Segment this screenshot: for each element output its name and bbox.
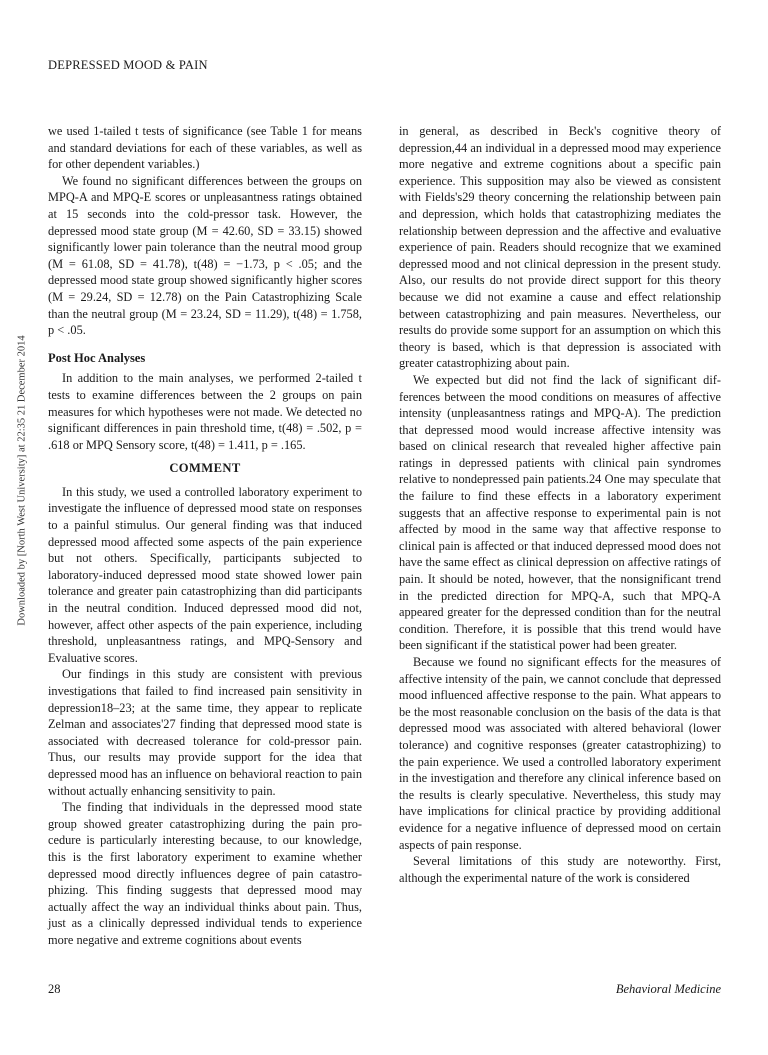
download-watermark: Downloaded by [North West University] at 22:35 21 December 2014	[16, 335, 28, 626]
paragraph: In addition to the main analyses, we performed 2-tailed t tests to examine differences between the 2 groups on pain measures for which hypotheses were not made. We detected no significant differences in pain threshold time, t(48) = .502, p = .618 or MPQ Sensory score, t(48) = 1.411, p = .165.	[48, 371, 362, 452]
paragraph: We expected but did not find the lack of significant differences between the mood conditions on measures of affective intensity (unpleasantness ratings and MPQ-A). The prediction that depressed mood would increase affective intensity was based on clinical research that revealed higher affective pain ratings in depressed patients with clinical pain syndromes relative to nondepressed pain patients.24 One may speculate that the failure to find these effects in a laboratory experiment suggests that an affective response to experimental pain is not affected by mood in the same way that affective response to clinical pain is affected or that induced depressed mood does not have the same effect as clinical depression on affective ratings of pain. It should be noted, however, that the nonsignificant trend in the predicted direction for MPQ-A, such that MPQ-A appeared greater for the depressed condition than for the neutral condition. Therefore, it is possible that this trend would have been significant if the statistical power had been greater.	[399, 372, 721, 653]
paragraph: In this study, we used a controlled laboratory experiment to investigate the influence of depressed mood state on responses to a painful stimulus. Our general finding was that induced depressed mood affected some aspects of the pain experience but not others. Specifically, participants subjected to laboratory-induced depressed mood state showed lower pain tolerance and greater pain catastrophizing than did participants in the neutral condition. Induced depressed mood did not, however, affect other aspects of the pain experience, including threshold, unpleasantness ratings, and MPQ-Sensory and Evaluative scores.	[48, 484, 362, 665]
paragraph: We found no significant differences between the groups on MPQ-A and MPQ-E scores or unpleasantness ratings obtained at 15 seconds into the cold-pressor task. However, the depressed mood state group (M = 42.60, SD = 33.15) showed significantly lower pain tolerance than the neutral mood group (M = 61.08, SD = 41.78), t(48) = −1.73, p < .05; and the depressed mood state group showed significantly higher scores (M = 29.24, SD = 12.78) on the Pain Catastrophizing Scale than the neutral group (M = 23.24, SD = 11.29), t(48) = 1.758, p < .05.	[48, 173, 362, 338]
left-column	[48, 123, 362, 949]
paragraph: The finding that individuals in the depressed mood state group showed greater catastrophizing during the pain procedure is particularly interesting because, to our knowledge, this is the first laboratory experiment to examine whether depressed mood directly influences degree of pain catastrophizing. This finding suggests that depressed mood may actually affect the way an individual thinks about pain. Thus, just as a clinically depressed individual tends to experience more negative and extreme cognitions about events	[48, 800, 362, 947]
section-heading-post-hoc: Post Hoc Analyses	[48, 350, 146, 365]
paragraph: Because we found no significant effects for the measures of affective intensity of the pain, we cannot conclude that depressed mood influenced affective response to the pain. What appears to be the most reasonable conclusion on the basis of the data is that depressed mood was associated with altered behavioral (lower tolerance) and cognitive responses (greater catastrophizing) to the pain experience. We used a controlled laboratory experiment in the investigation and therefore any clinical inference based on the results is clearly speculative. Nevertheless, this study may have implications for clinical practice by providing additional evidence for a negative influence of depressed mood on certain aspects of pain response.	[399, 655, 721, 852]
section-heading-comment: COMMENT	[169, 461, 241, 476]
right-column	[399, 123, 721, 886]
paragraph: Our findings in this study are consistent with previous investigations that failed to find increased pain sensitivity in depression18–23; at the same time, they appear to replicate Zelman and associates'27 finding that depressed mood state is associated with decreased tolerance for cold-pressor pain. Thus, our results may provide support for the idea that depressed mood has an influence on behavioral reaction to pain without actually enhancing sensitivity to pain.	[48, 667, 362, 798]
page-number: 28	[48, 982, 61, 996]
paragraph: Several limitations of this study are noteworthy. First, although the experimental nature of the work is considered	[399, 854, 721, 885]
running-head: DEPRESSED MOOD & PAIN	[48, 58, 208, 72]
paragraph: we used 1-tailed t tests of significance (see Table 1 for means and standard deviations for each of these variables, as well as for other dependent variables.)	[48, 124, 362, 172]
paragraph: in general, as described in Beck's cognitive theory of depression,44 an individual in a depressed mood may experience more negative and extreme cognitions about a specific pain experience. This supposition may also be viewed as consistent with Fields's29 theory concerning the relationship between pain and depression, which holds that catastrophizing mediates the relationship between depression and the affective and evaluative experience of pain. Readers should recognize that we examined depressed mood and not clinical depression in the present study. Also, our results do not provide direct support for this theory because we did not examine a cause and effect relationship between catastrophizing and pain measures. Nevertheless, our results do provide some support for an assumption on which this theory is based, which is that depression is associated with greater catastrophizing about pain.	[399, 124, 721, 371]
journal-name: Behavioral Medicine	[615, 982, 721, 996]
